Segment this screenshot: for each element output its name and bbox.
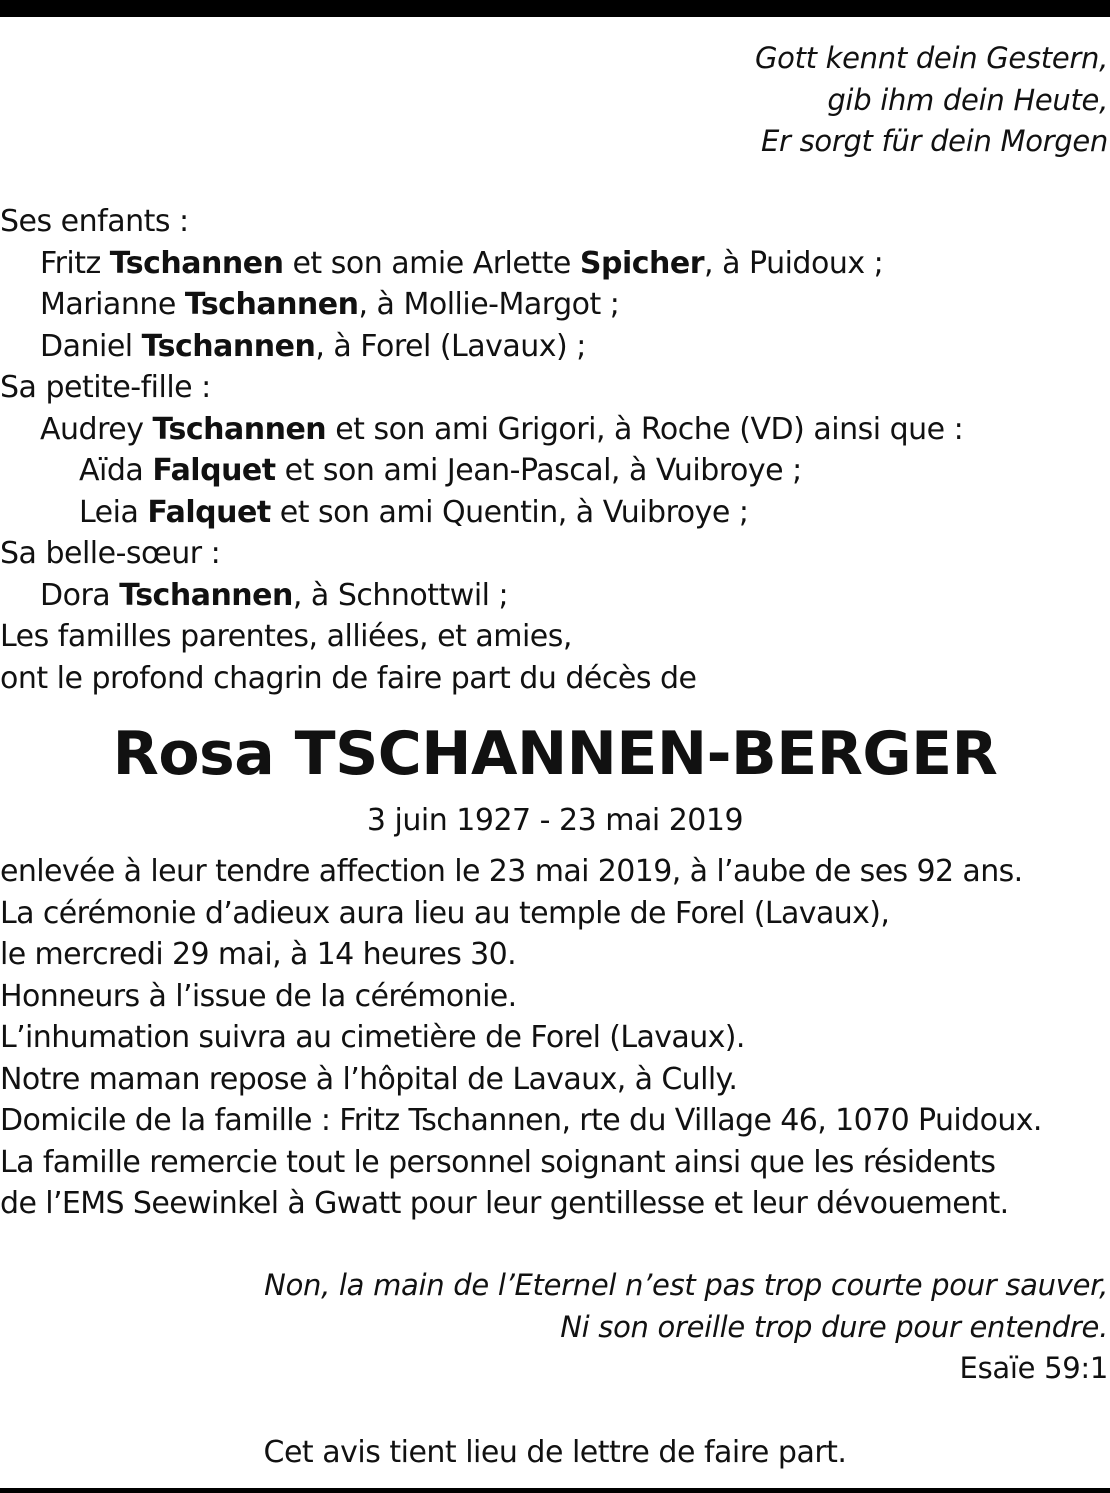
first-name: Daniel — [40, 328, 142, 364]
surname: Spicher — [579, 245, 705, 281]
first-name: Dora — [40, 577, 120, 613]
sisterinlaw-heading: Sa belle-sœur : — [0, 536, 221, 571]
granddaughter-heading: Sa petite-fille : — [0, 370, 211, 405]
first-name: Leia — [79, 494, 148, 530]
top-verse-line-3: Er sorgt für dein Morgen — [761, 124, 1108, 158]
bible-reference: Esaïe 59:1 — [959, 1351, 1108, 1385]
entry-text: et son amie Arlette — [283, 245, 580, 281]
details-line-8: La famille remercie tout le personnel soignant ainsi que les résidents — [0, 1144, 996, 1180]
details-line-3: le mercredi 29 mai, à 14 heures 30. — [0, 937, 517, 972]
surname: Tschannen — [152, 411, 327, 447]
bottom-verse-line-2: Ni son oreille trop dure pour entendre. — [560, 1309, 1108, 1344]
sisterinlaw-entry-dora — [0, 575, 963, 617]
greatgrandchild-entry-aida — [0, 450, 963, 492]
top-verse — [755, 38, 1108, 163]
bottom-verse-line-1: Non, la main de l’Eternel n’est pas trop courte pour sauver, — [264, 1268, 1108, 1302]
surname: Tschannen — [119, 577, 293, 613]
closing-note: Cet avis tient lieu de lettre de faire part. — [263, 1435, 847, 1470]
entry-text: et son ami Quentin, à Vuibroye ; — [270, 494, 749, 530]
greatgrandchild-entry-leia — [0, 492, 963, 534]
bottom-border-rule — [0, 1488, 1110, 1493]
grandchild-entry-audrey — [0, 409, 963, 451]
surname: Falquet — [152, 453, 276, 488]
bottom-verse — [264, 1265, 1108, 1390]
first-name: Fritz — [40, 245, 110, 281]
families-line: Les familles parentes, alliées, et amies, — [0, 619, 572, 654]
details-line-6: Notre maman repose à l’hôpital de Lavaux, à Cully. — [0, 1061, 738, 1097]
family-list — [0, 201, 963, 699]
life-dates: 3 juin 1927 - 23 mai 2019 — [366, 803, 744, 838]
details-line-4: Honneurs à l’issue de la cérémonie. — [0, 978, 517, 1014]
child-entry-fritz — [0, 243, 963, 285]
top-border-rule — [0, 0, 1110, 17]
first-name: Audrey — [40, 411, 153, 447]
top-verse-line-2: gib ihm dein Heute, — [827, 82, 1108, 117]
entry-text: , à Puidoux ; — [704, 245, 884, 281]
surname: Falquet — [147, 494, 271, 530]
details-line-2: La cérémonie d’adieux aura lieu au temple de Forel (Lavaux), — [0, 895, 890, 931]
details-line-7: Domicile de la famille : Fritz Tschannen, rte du Village 46, 1070 Puidoux. — [0, 1103, 1042, 1138]
children-heading: Ses enfants : — [0, 204, 189, 239]
surname: Tschannen — [109, 245, 284, 281]
announcement-line: ont le profond chagrin de faire part du décès de — [0, 660, 697, 696]
surname: Tschannen — [184, 287, 359, 322]
ceremony-details — [0, 851, 1042, 1225]
top-verse-line-1: Gott kennt dein Gestern, — [754, 41, 1108, 75]
entry-text: et son ami Jean-Pascal, à Vuibroye ; — [275, 453, 802, 488]
surname: Tschannen — [141, 328, 316, 364]
entry-text: , à Mollie-Margot ; — [358, 287, 620, 322]
deceased-name: Rosa TSCHANNEN-BERGER — [112, 719, 998, 789]
entry-text: , à Schnottwil ; — [292, 577, 509, 613]
details-line-9: de l’EMS Seewinkel à Gwatt pour leur gentillesse et leur dévouement. — [0, 1186, 1009, 1221]
child-entry-daniel — [0, 326, 963, 368]
details-line-1: enlevée à leur tendre affection le 23 mai 2019, à l’aube de ses 92 ans. — [0, 854, 1023, 889]
details-line-5: L’inhumation suivra au cimetière de Forel (Lavaux). — [0, 1020, 745, 1055]
child-entry-marianne — [0, 284, 963, 326]
first-name: Marianne — [40, 287, 185, 322]
first-name: Aïda — [79, 453, 153, 488]
entry-text: et son ami Grigori, à Roche (VD) ainsi que : — [326, 411, 964, 447]
entry-text: , à Forel (Lavaux) ; — [315, 328, 586, 364]
